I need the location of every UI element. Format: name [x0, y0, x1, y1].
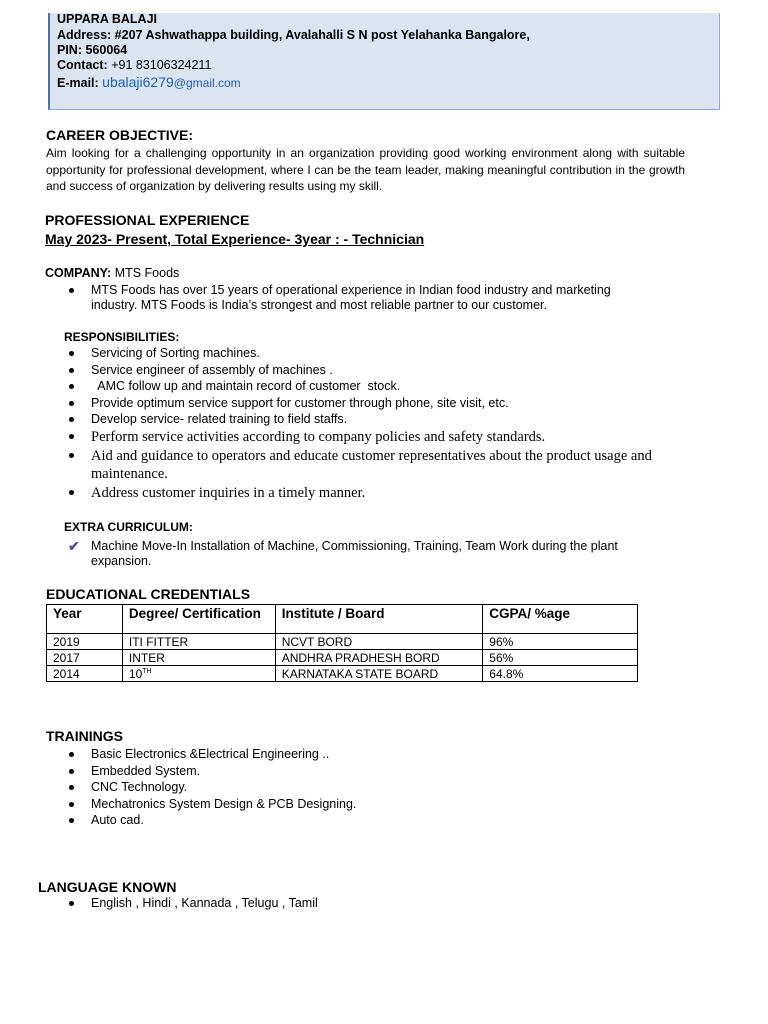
bullet-icon — [69, 368, 74, 373]
pin-line — [57, 43, 127, 57]
list-item: Provide optimum service support for customer through phone, site visit, etc. — [67, 396, 667, 411]
bullet-icon — [69, 288, 74, 293]
contact-label: Contact: — [57, 58, 108, 72]
bullet-icon — [69, 490, 74, 495]
bullet-icon — [69, 384, 74, 389]
list-item: Servicing of Sorting machines. — [67, 346, 667, 361]
list-item: Develop service- related training to field staffs. — [67, 412, 667, 427]
responsibilities-title: RESPONSIBILITIES: — [64, 330, 180, 344]
table-row: 2019 ITI FITTER NCVT BORD 96% — [47, 634, 638, 650]
responsibilities-list-serif — [67, 428, 687, 502]
bullet-icon — [69, 434, 74, 439]
responsibilities-list — [67, 346, 667, 427]
bullet-icon — [69, 785, 74, 790]
list-item: Embedded System. — [67, 764, 567, 779]
bullet-icon — [69, 818, 74, 823]
bullet-icon — [69, 901, 74, 906]
career-objective-title: CAREER OBJECTIVE: — [46, 127, 194, 143]
checkmark-icon: ✔ — [68, 538, 80, 554]
email-domain: @gmail.com — [173, 76, 241, 90]
list-item: English , Hindi , Kannada , Telugu , Tamil — [67, 896, 567, 911]
bullet-icon — [69, 417, 74, 422]
contact-value: +91 83106324211 — [111, 58, 212, 72]
trainings-title: TRAININGS — [46, 728, 123, 744]
education-title: EDUCATIONAL CREDENTIALS — [46, 586, 251, 602]
email-user: ubalaji6279 — [102, 74, 174, 90]
career-objective-text: Aim looking for a challenging opportunity in an organization providing good working environment along with suitable opportunity for professional development, where I can be the team leader, making meaningful contribution in the growth and success of organization by delivering results using my skill. — [46, 146, 685, 193]
company-value: MTS Foods — [114, 266, 180, 280]
address-label: Address: — [57, 28, 112, 42]
experience-title: PROFESSIONAL EXPERIENCE — [45, 212, 250, 228]
column-header-institute: Institute / Board — [275, 605, 483, 634]
trainings-list — [67, 747, 567, 828]
column-header-degree: Degree/ Certification — [122, 605, 275, 634]
list-item: MTS Foods has over 15 years of operational experience in Indian food industry and marketing industry. MTS Foods is India’s strongest and most reliable partner to our customer. — [67, 283, 637, 313]
list-item: Service engineer of assembly of machines . — [67, 363, 667, 378]
bullet-icon — [69, 351, 74, 356]
address-value: #207 Ashwathappa building, Avalahalli S N post Yelahanka Bangalore, — [114, 28, 530, 42]
list-item: Aid and guidance to operators and educate customer representatives about the product usage and maintenance. — [67, 447, 687, 483]
contact-line — [57, 58, 211, 72]
bullet-icon — [69, 453, 74, 458]
address-line — [57, 28, 530, 42]
list-item: ✔ Machine Move-In Installation of Machine, Commissioning, Training, Team Work during the plant expansion. — [68, 538, 618, 568]
list-item: Auto cad. — [67, 813, 567, 828]
pin-label: PIN: — [57, 43, 82, 57]
extra-curriculum-title: EXTRA CURRICULUM: — [64, 520, 193, 534]
email-line — [57, 74, 241, 90]
bullet-icon — [69, 752, 74, 757]
table-row: 2017 INTER ANDHRA PRADHESH BORD 56% — [47, 650, 638, 666]
list-item: AMC follow up and maintain record of customer stock. — [67, 379, 667, 394]
pin-value: 560064 — [85, 43, 128, 57]
company-label: COMPANY: — [45, 266, 112, 280]
education-table — [46, 604, 638, 682]
list-item: Address customer inquiries in a timely manner. — [67, 484, 687, 502]
ordinal-suffix: TH — [142, 667, 152, 675]
candidate-name: UPPARA BALAJI — [57, 12, 158, 26]
list-item: Mechatronics System Design & PCB Designing. — [67, 797, 567, 812]
bullet-icon — [69, 802, 74, 807]
column-header-year: Year — [47, 605, 123, 634]
list-item: Basic Electronics &Electrical Engineering .. — [67, 747, 567, 762]
table-row: 2014 10TH KARNATAKA STATE BOARD 64.8% — [47, 666, 638, 682]
company-description-list — [67, 283, 637, 313]
company-line — [45, 266, 179, 280]
list-item: Perform service activities according to company policies and safety standards. — [67, 428, 687, 446]
table-header-row — [47, 605, 638, 634]
list-item: CNC Technology. — [67, 780, 567, 795]
column-header-cgpa: CGPA/ %age — [483, 605, 638, 634]
experience-subtitle: May 2023- Present, Total Experience- 3year : - Technician — [45, 231, 425, 247]
bullet-icon — [69, 401, 74, 406]
languages-title: LANGUAGE KNOWN — [38, 879, 177, 895]
bullet-icon — [69, 769, 74, 774]
extra-curriculum-list — [67, 539, 657, 569]
languages-list — [67, 896, 567, 911]
email-label: E-mail: — [57, 76, 99, 90]
email-link[interactable] — [102, 76, 241, 90]
